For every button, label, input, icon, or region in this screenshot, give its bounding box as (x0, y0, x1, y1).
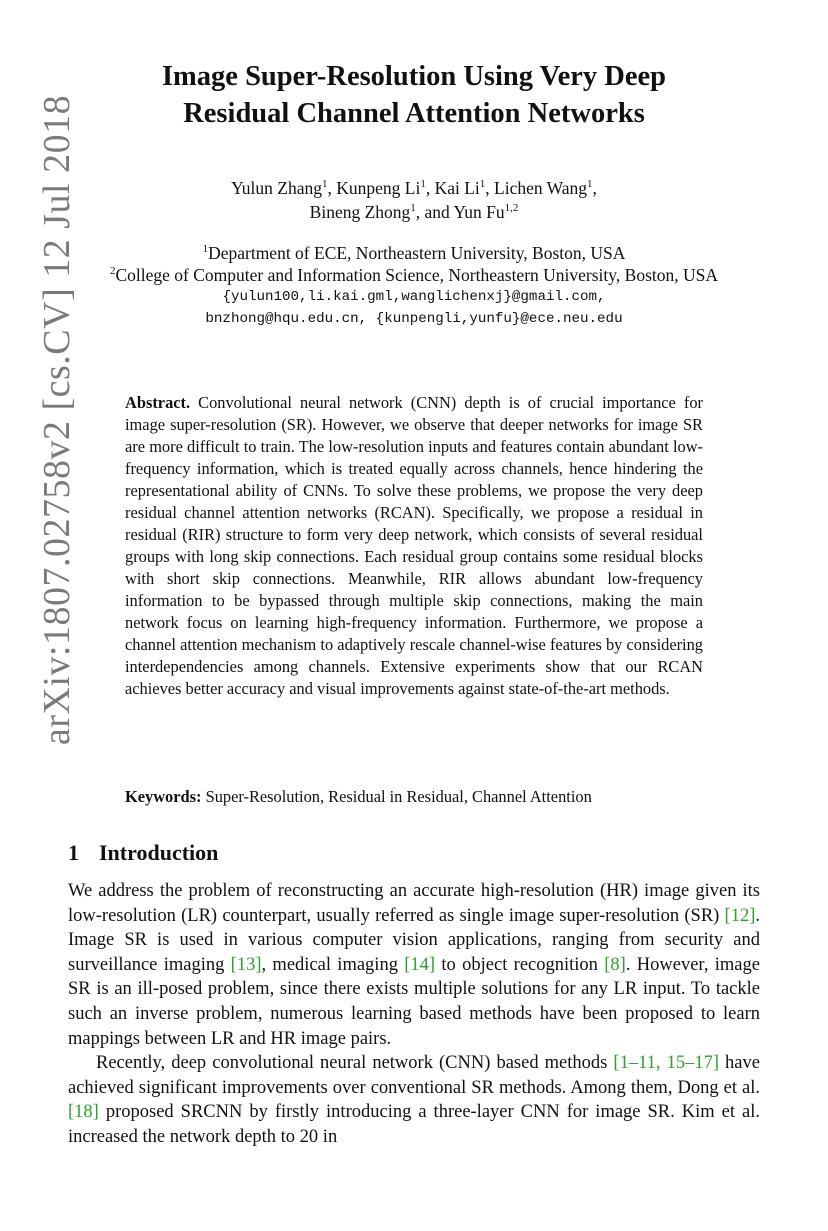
separator: , (485, 178, 495, 198)
author-name: Lichen Wang (494, 178, 588, 198)
section-number: 1 (68, 840, 79, 865)
separator: , (592, 178, 597, 198)
citation-link[interactable]: [14] (404, 954, 436, 975)
paragraph-text: , medical imaging (261, 954, 405, 975)
affiliation-marker: 1 (202, 243, 209, 256)
paragraph-text: have achieved significant improvements over conventional SR methods. Among them, Dong et al. (68, 1053, 760, 1098)
citation-link[interactable]: [18] (68, 1102, 99, 1123)
arxiv-identifier: arXiv:1807.02758v2 [cs.CV] 12 Jul 2018 (36, 94, 78, 746)
citation-link[interactable]: [1–11, 15–17] (613, 1053, 719, 1074)
paragraph-text: to object recognition (435, 954, 605, 975)
separator: , (327, 178, 337, 198)
paragraph-text: We address the problem of reconstructing an accurate high-resolution (HR) image given its low-resolution (LR) counterpart, usually referred as single image super-resolution (SR) (68, 881, 760, 926)
separator: , (425, 178, 435, 198)
email-line-1: {yulun100,li.kai.gml,wanglichenxj}@gmail.com, (222, 289, 606, 305)
paragraph-text: Recently, deep convolutional neural network (CNN) based methods (96, 1053, 614, 1074)
citation-link[interactable]: [12] (724, 905, 756, 926)
abstract (125, 392, 703, 700)
paragraph-text: . Image SR is used in various computer vision applications, ranging from security and surveillance imaging (68, 905, 760, 975)
affiliation-marker: 1 (587, 178, 593, 191)
paragraph (68, 1051, 760, 1149)
author-name: Yun Fu (453, 202, 505, 222)
affiliation-marker: 1 (321, 178, 328, 191)
citation-link[interactable]: [8] (604, 954, 626, 975)
author-list (90, 176, 738, 224)
abstract-text: Convolutional neural network (CNN) depth is of crucial importance for image super-resolution (SR). However, we observe that deeper networks for image SR are more difficult to train. The low-resolution inputs and features contain abundant low-frequency information, which is treated equally across channels, hence hindering the representational ability of CNNs. To solve these problems, we propose the very deep residual channel attention networks (RCAN). Specifically, we propose a residual in residual (RIR) structure to form very deep network, which consists of several residual groups with long skip connections. Each residual group contains some residual blocks with short skip connections. Meanwhile, RIR allows abundant low-frequency information to be bypassed through multiple skip connections, making the main network focus on learning high-frequency information. Furthermore, we propose a channel attention mechanism to adaptively rescale channel-wise features by considering interdependencies among channels. Extensive experiments show that our RCAN achieves better accuracy and visual improvements against state-of-the-art methods. (125, 393, 703, 698)
affiliation-2 (50, 264, 778, 286)
keywords (125, 786, 725, 808)
affiliation-marker: 1 (420, 178, 426, 191)
paragraph (68, 879, 760, 1051)
paragraph-text: proposed SRCNN by firstly introducing a three-layer CNN for image SR. Kim et al. increased the network depth to 20 in (68, 1102, 760, 1147)
section-title: Introduction (99, 840, 219, 865)
affiliation-text: College of Computer and Information Science, Northeastern University, Boston, USA (115, 265, 718, 285)
separator: , and (415, 202, 454, 222)
paper-title (90, 58, 738, 132)
abstract-label: Abstract. (125, 393, 191, 412)
affiliation-text: Department of ECE, Northeastern University, Boston, USA (208, 243, 626, 263)
paragraph-text: . However, image SR is an ill-posed problem, since there exists multiple solutions for any LR input. To tackle such an inverse problem, numerous learning based methods have been proposed to learn mappings between LR and HR image pairs. (68, 954, 760, 1049)
affiliation-marker: 1 (410, 202, 416, 215)
affiliation-marker: 2 (110, 265, 116, 278)
keywords-label: Keywords: (125, 787, 202, 806)
title-line-2: Residual Channel Attention Networks (183, 98, 645, 129)
citation-link[interactable]: [13] (230, 954, 262, 975)
section-heading (68, 840, 218, 866)
affiliation-1 (50, 242, 778, 264)
email-line-2: bnzhong@hqu.edu.cn, {kunpengli,yunfu}@ece.neu.edu (205, 311, 623, 327)
author-name: Bineng Zhong (309, 202, 411, 222)
title-line-1: Image Super-Resolution Using Very Deep (161, 61, 667, 92)
affiliation-marker: 1,2 (504, 202, 519, 215)
author-name: Yulun Zhang (231, 178, 322, 198)
keywords-text: Super-Resolution, Residual in Residual, Channel Attention (201, 787, 592, 806)
author-name: Kai Li (434, 178, 480, 198)
affiliation-marker: 1 (479, 178, 486, 191)
affiliations (50, 242, 778, 330)
arxiv-side-stamp (24, 60, 90, 780)
author-name: Kunpeng Li (336, 178, 421, 198)
introduction-body (68, 879, 760, 1150)
